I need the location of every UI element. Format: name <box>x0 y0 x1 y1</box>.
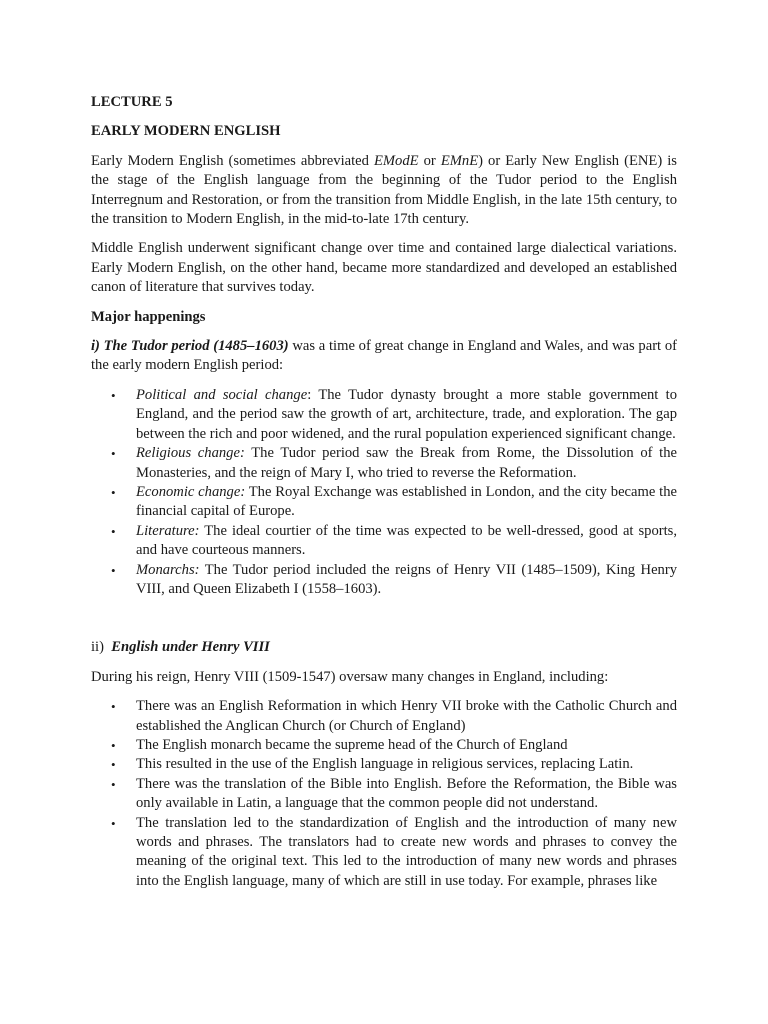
item-text: The translation led to the standardization of English and the introduction of many new words and phrases. The translators had to create new words and phrases to convey the meaning of the original text. This led to the introduction of many new words and phrases into the English language, many of which are still in use today. For example, phrases like <box>136 814 677 889</box>
list-item <box>111 697 677 736</box>
bullet-icon: • <box>111 737 116 753</box>
section-number: ii) <box>91 639 104 656</box>
list-item <box>111 775 677 814</box>
item-label: Economic change: <box>136 483 246 500</box>
item-text: The Tudor period saw the Break from Rome, the Dissolution of the Monasteries, and the reign of Mary I, who tried to reverse the Reformation. <box>136 445 677 481</box>
bullet-icon: • <box>111 562 116 578</box>
bullet-icon: • <box>111 699 116 715</box>
list-item <box>111 444 677 483</box>
abbr-emode: EModE <box>373 152 419 169</box>
list-item <box>111 736 677 755</box>
intro-paragraph <box>91 152 677 230</box>
item-text: The Tudor dynasty brought a more stable government to England, and the period saw the growth of art, architecture, trade, and exploration. The gap between the rich and poor widened, and the rural population experienced significant change. <box>136 386 677 442</box>
item-label: Monarchs: <box>136 561 200 578</box>
item-text: The ideal courtier of the time was expected to be well-dressed, good at sports, and have courteous manners. <box>136 522 678 559</box>
page-title: EARLY MODERN ENGLISH <box>91 123 281 140</box>
item-label: Political and social change <box>136 386 308 403</box>
henry-list <box>91 697 677 891</box>
intro-text-or: or <box>418 152 441 169</box>
bullet-icon: • <box>111 387 116 403</box>
item-text: The Royal Exchange was established in London, and the city became the financial capital of Europe. <box>136 483 677 520</box>
tudor-list <box>91 386 677 599</box>
document-page <box>91 93 677 901</box>
intro-text-b: ) or Early New English (ENE) is the stage of the English language from the beginning of the Tudor period to the English Interregnum and Restoration, or from the transition from Middle English, in the late 15th century, to the transition to Modern English, in the mid-to-late 17th century. <box>91 152 677 228</box>
list-item <box>111 755 677 774</box>
list-item <box>111 522 678 561</box>
bullet-icon: • <box>111 523 116 539</box>
abbr-emne: EMnE <box>440 152 479 169</box>
item-label: Religious change: <box>136 445 245 462</box>
middle-english-paragraph: Middle English underwent significant change over time and contained large dialectical variations. Early Modern English, on the other hand, became more standardized and developed an established canon of literature that survives today. <box>91 240 677 296</box>
list-item <box>111 814 677 892</box>
henry-intro-paragraph: During his reign, Henry VIII (1509-1547) oversaw many changes in England, including: <box>91 668 609 685</box>
item-text: The English monarch became the supreme head of the Church of England <box>136 736 568 753</box>
list-item <box>111 561 678 600</box>
item-text: The Tudor period included the reigns of Henry VII (1485–1509), King Henry VIII, and Queen Elizabeth I (1558–1603). <box>136 561 678 597</box>
major-happenings-heading: Major happenings <box>91 308 206 325</box>
item-text: There was an English Reformation in which Henry VII broke with the Catholic Church and established the Anglican Church (or Church of England) <box>136 698 677 734</box>
bullet-icon: • <box>111 446 116 462</box>
item-sep: : <box>307 386 319 403</box>
tudor-label: i) The Tudor period (1485–1603) <box>91 338 289 355</box>
intro-text-a: Early Modern English (sometimes abbreviated <box>91 152 374 169</box>
list-item <box>111 386 677 444</box>
henry-section-heading <box>91 638 677 657</box>
bullet-icon: • <box>111 815 116 831</box>
item-text: This resulted in the use of the English language in religious services, replacing Latin. <box>136 756 634 773</box>
list-item <box>111 483 677 522</box>
tudor-intro-paragraph <box>91 337 677 376</box>
tudor-text: was a time of great change in England and Wales, and was part of the early modern English period: <box>91 338 677 374</box>
bullet-icon: • <box>111 776 116 792</box>
spacer <box>91 609 677 638</box>
item-text: There was the translation of the Bible into English. Before the Reformation, the Bible was only available in Latin, a language that the common people did not understand. <box>136 775 677 812</box>
bullet-icon: • <box>111 484 116 500</box>
item-label: Literature: <box>136 522 200 539</box>
section-title: English under Henry VIII <box>111 639 270 656</box>
bullet-icon: • <box>111 757 116 773</box>
lecture-number: LECTURE 5 <box>91 94 173 110</box>
